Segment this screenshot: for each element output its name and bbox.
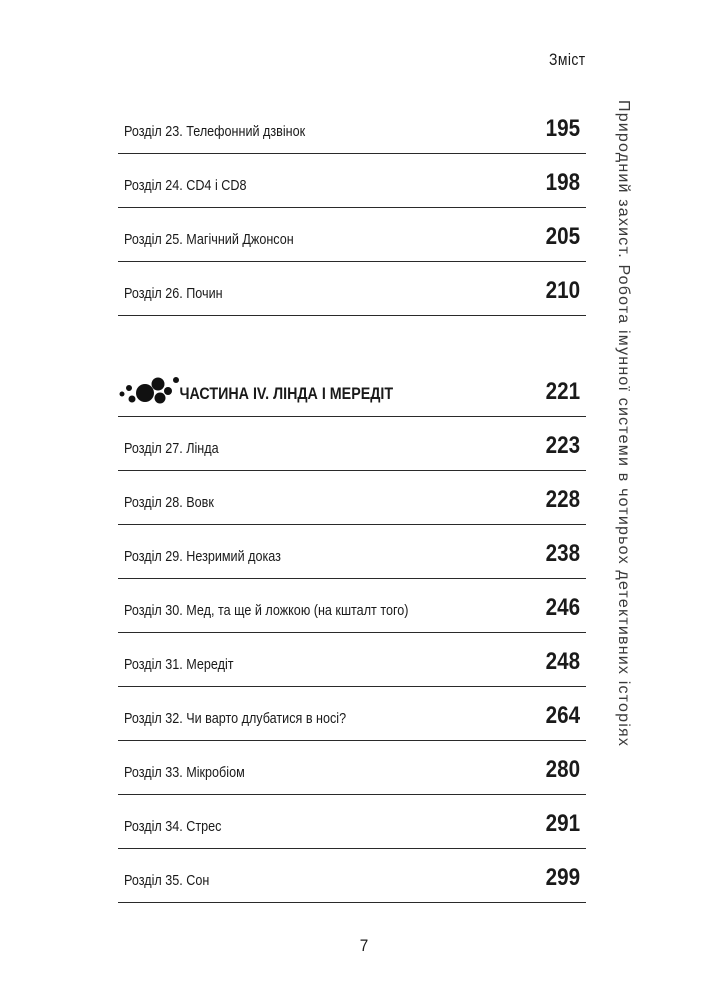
- toc-entry-label: Розділ 35. Сон: [124, 872, 210, 889]
- toc-part-label: [124, 384, 393, 404]
- page-number: 7: [359, 936, 369, 955]
- toc-entry-label: Розділ 29. Незримий доказ: [124, 548, 281, 565]
- toc-entry-page: 280: [545, 756, 580, 783]
- toc-entry[interactable]: [118, 741, 586, 795]
- toc-entry[interactable]: [118, 154, 586, 208]
- running-book-title: Природний захист. Робота імунної системи в чотирьох детективних історіях: [615, 100, 632, 748]
- toc-entry[interactable]: [118, 849, 586, 903]
- page-header-title: Зміст: [549, 50, 586, 69]
- toc-entry-page: 264: [545, 702, 580, 729]
- toc-entry-label: Розділ 31. Мередіт: [124, 656, 234, 673]
- toc-entry-label: Розділ 27. Лінда: [124, 440, 219, 457]
- toc-entry[interactable]: [118, 208, 586, 262]
- toc-entry-page: 195: [545, 115, 580, 142]
- toc-entry[interactable]: [118, 525, 586, 579]
- toc-entry-page: 198: [545, 169, 580, 196]
- toc-entry-label: Розділ 34. Стрес: [124, 818, 222, 835]
- toc-entry[interactable]: [118, 687, 586, 741]
- toc-part-heading[interactable]: [118, 363, 586, 417]
- toc-entry-page: 223: [545, 432, 580, 459]
- section-spacer: [118, 316, 586, 363]
- toc-entry[interactable]: [118, 417, 586, 471]
- toc-entry-page: 228: [545, 486, 580, 513]
- toc-entry-page: 248: [545, 648, 580, 675]
- toc-entry-label: Розділ 30. Мед, та ще й ложкою (на кшталт того): [124, 602, 409, 619]
- toc-entry[interactable]: [118, 471, 586, 525]
- toc-part-text: ЧАСТИНА IV. ЛІНДА І МЕРЕДІТ: [179, 384, 394, 403]
- toc-entry[interactable]: [118, 633, 586, 687]
- toc-entry-label: Розділ 24. CD4 і CD8: [124, 177, 247, 194]
- toc-entry-label: Розділ 28. Вовк: [124, 494, 214, 511]
- toc-entry[interactable]: [118, 100, 586, 154]
- toc-entry-label: Розділ 32. Чи варто длубатися в носі?: [124, 710, 347, 727]
- toc-entry-label: Розділ 26. Почин: [124, 285, 223, 302]
- toc-entry-page: 238: [545, 540, 580, 567]
- toc-entry[interactable]: [118, 795, 586, 849]
- toc-entry-label: Розділ 23. Телефонний дзвінок: [124, 123, 306, 140]
- toc-entry-page: 299: [545, 864, 580, 891]
- toc-part-page: 221: [545, 378, 580, 405]
- toc-entry-label: Розділ 25. Магічний Джонсон: [124, 231, 294, 248]
- toc-entry-page: 210: [545, 277, 580, 304]
- toc-entry-label: Розділ 33. Мікробіом: [124, 764, 245, 781]
- table-of-contents: [118, 100, 586, 903]
- toc-entry[interactable]: [118, 262, 586, 316]
- toc-entry-page: 205: [545, 223, 580, 250]
- toc-entry-page: 246: [545, 594, 580, 621]
- toc-entry[interactable]: [118, 579, 586, 633]
- toc-entry-page: 291: [545, 810, 580, 837]
